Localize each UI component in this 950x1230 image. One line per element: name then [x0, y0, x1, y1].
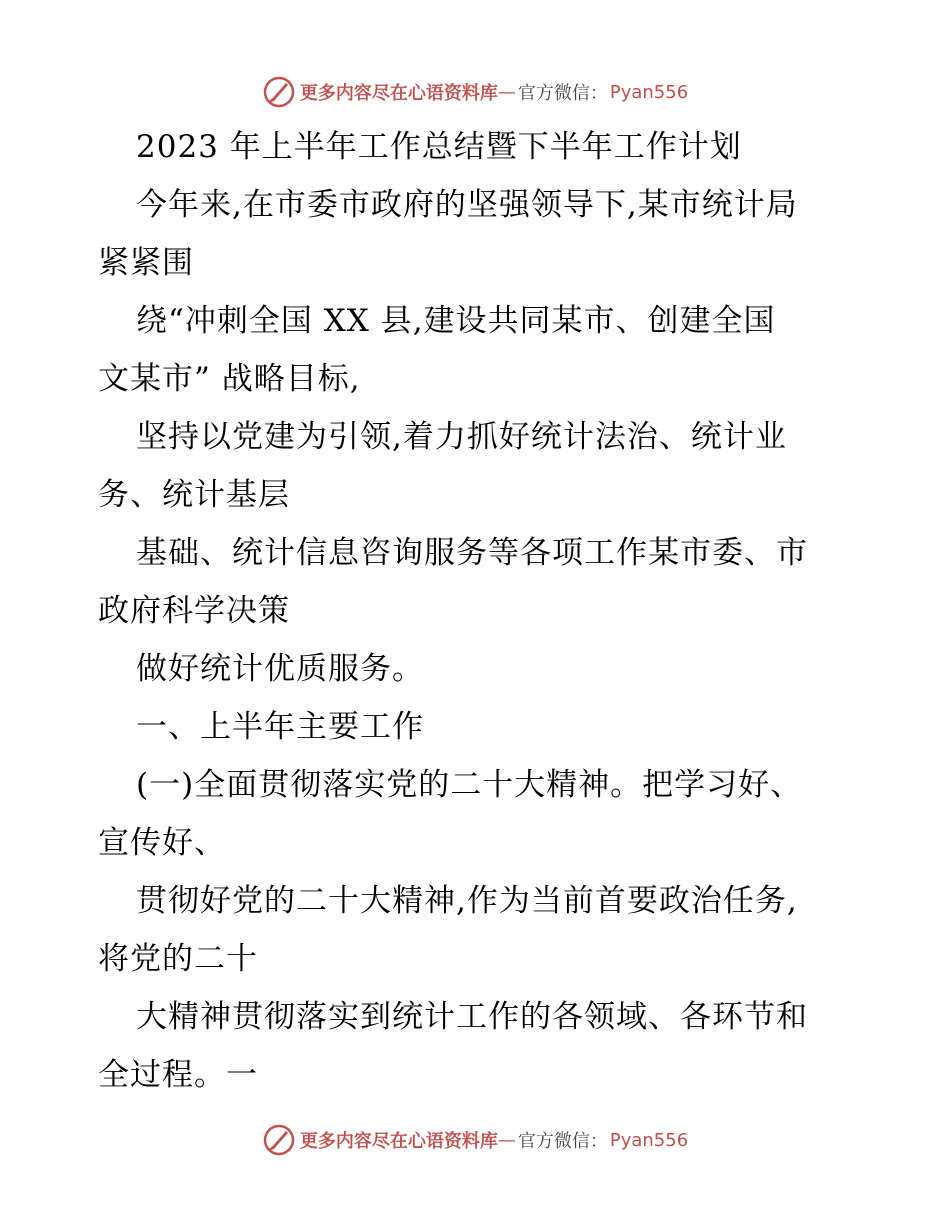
watermark-header — [0, 72, 950, 112]
text-line: 贯彻好党的二十大精神,作为当前首要政治任务, — [136, 883, 798, 919]
text-line: 2023 年上半年工作总结暨下半年工作计划 — [136, 129, 742, 165]
text-line: 一、上半年主要工作 — [136, 709, 424, 745]
watermark-text: 更多内容尽在心语资料库 — [299, 83, 498, 104]
watermark-text: 更多内容尽在心语资料库 — [299, 1131, 498, 1152]
watermark-footer — [0, 1120, 950, 1160]
text-line: 做好统计优质服务。 — [136, 651, 424, 687]
text-line: 坚持以党建为引领,着力抓好统计法治、统计业 — [136, 419, 787, 455]
watermark-label: 官方微信： — [517, 83, 608, 104]
watermark-id: Pyan556 — [609, 81, 689, 103]
text-line: 绕“冲刺全国 XX 县,建设共同某市、创建全国 — [136, 303, 776, 339]
text-line: 将党的二十 — [98, 941, 258, 977]
watermark-separator: — — [497, 1129, 516, 1151]
text-line: 全过程。一 — [98, 1057, 258, 1093]
quill-logo-icon — [262, 1123, 296, 1157]
watermark-id: Pyan556 — [609, 1129, 689, 1151]
text-line: 紧紧围 — [98, 245, 194, 281]
text-line: 基础、统计信息咨询服务等各项工作某市委、市 — [136, 535, 808, 571]
quill-logo-icon — [262, 75, 296, 109]
document-body — [98, 118, 858, 1104]
text-line: 宣传好、 — [98, 825, 226, 861]
text-line: 大精神贯彻落实到统计工作的各领域、各环节和 — [136, 999, 808, 1035]
watermark-label: 官方微信： — [517, 1131, 608, 1152]
text-line: 文某市” 战略目标, — [98, 361, 361, 397]
text-line: 务、统计基层 — [98, 477, 290, 513]
text-line: (一)全面贯彻落实党的二十大精神。把学习好、 — [136, 767, 803, 803]
watermark-separator: — — [497, 81, 516, 103]
text-line: 政府科学决策 — [98, 593, 290, 629]
text-line: 今年来,在市委市政府的坚强领导下,某市统计局 — [136, 187, 798, 223]
